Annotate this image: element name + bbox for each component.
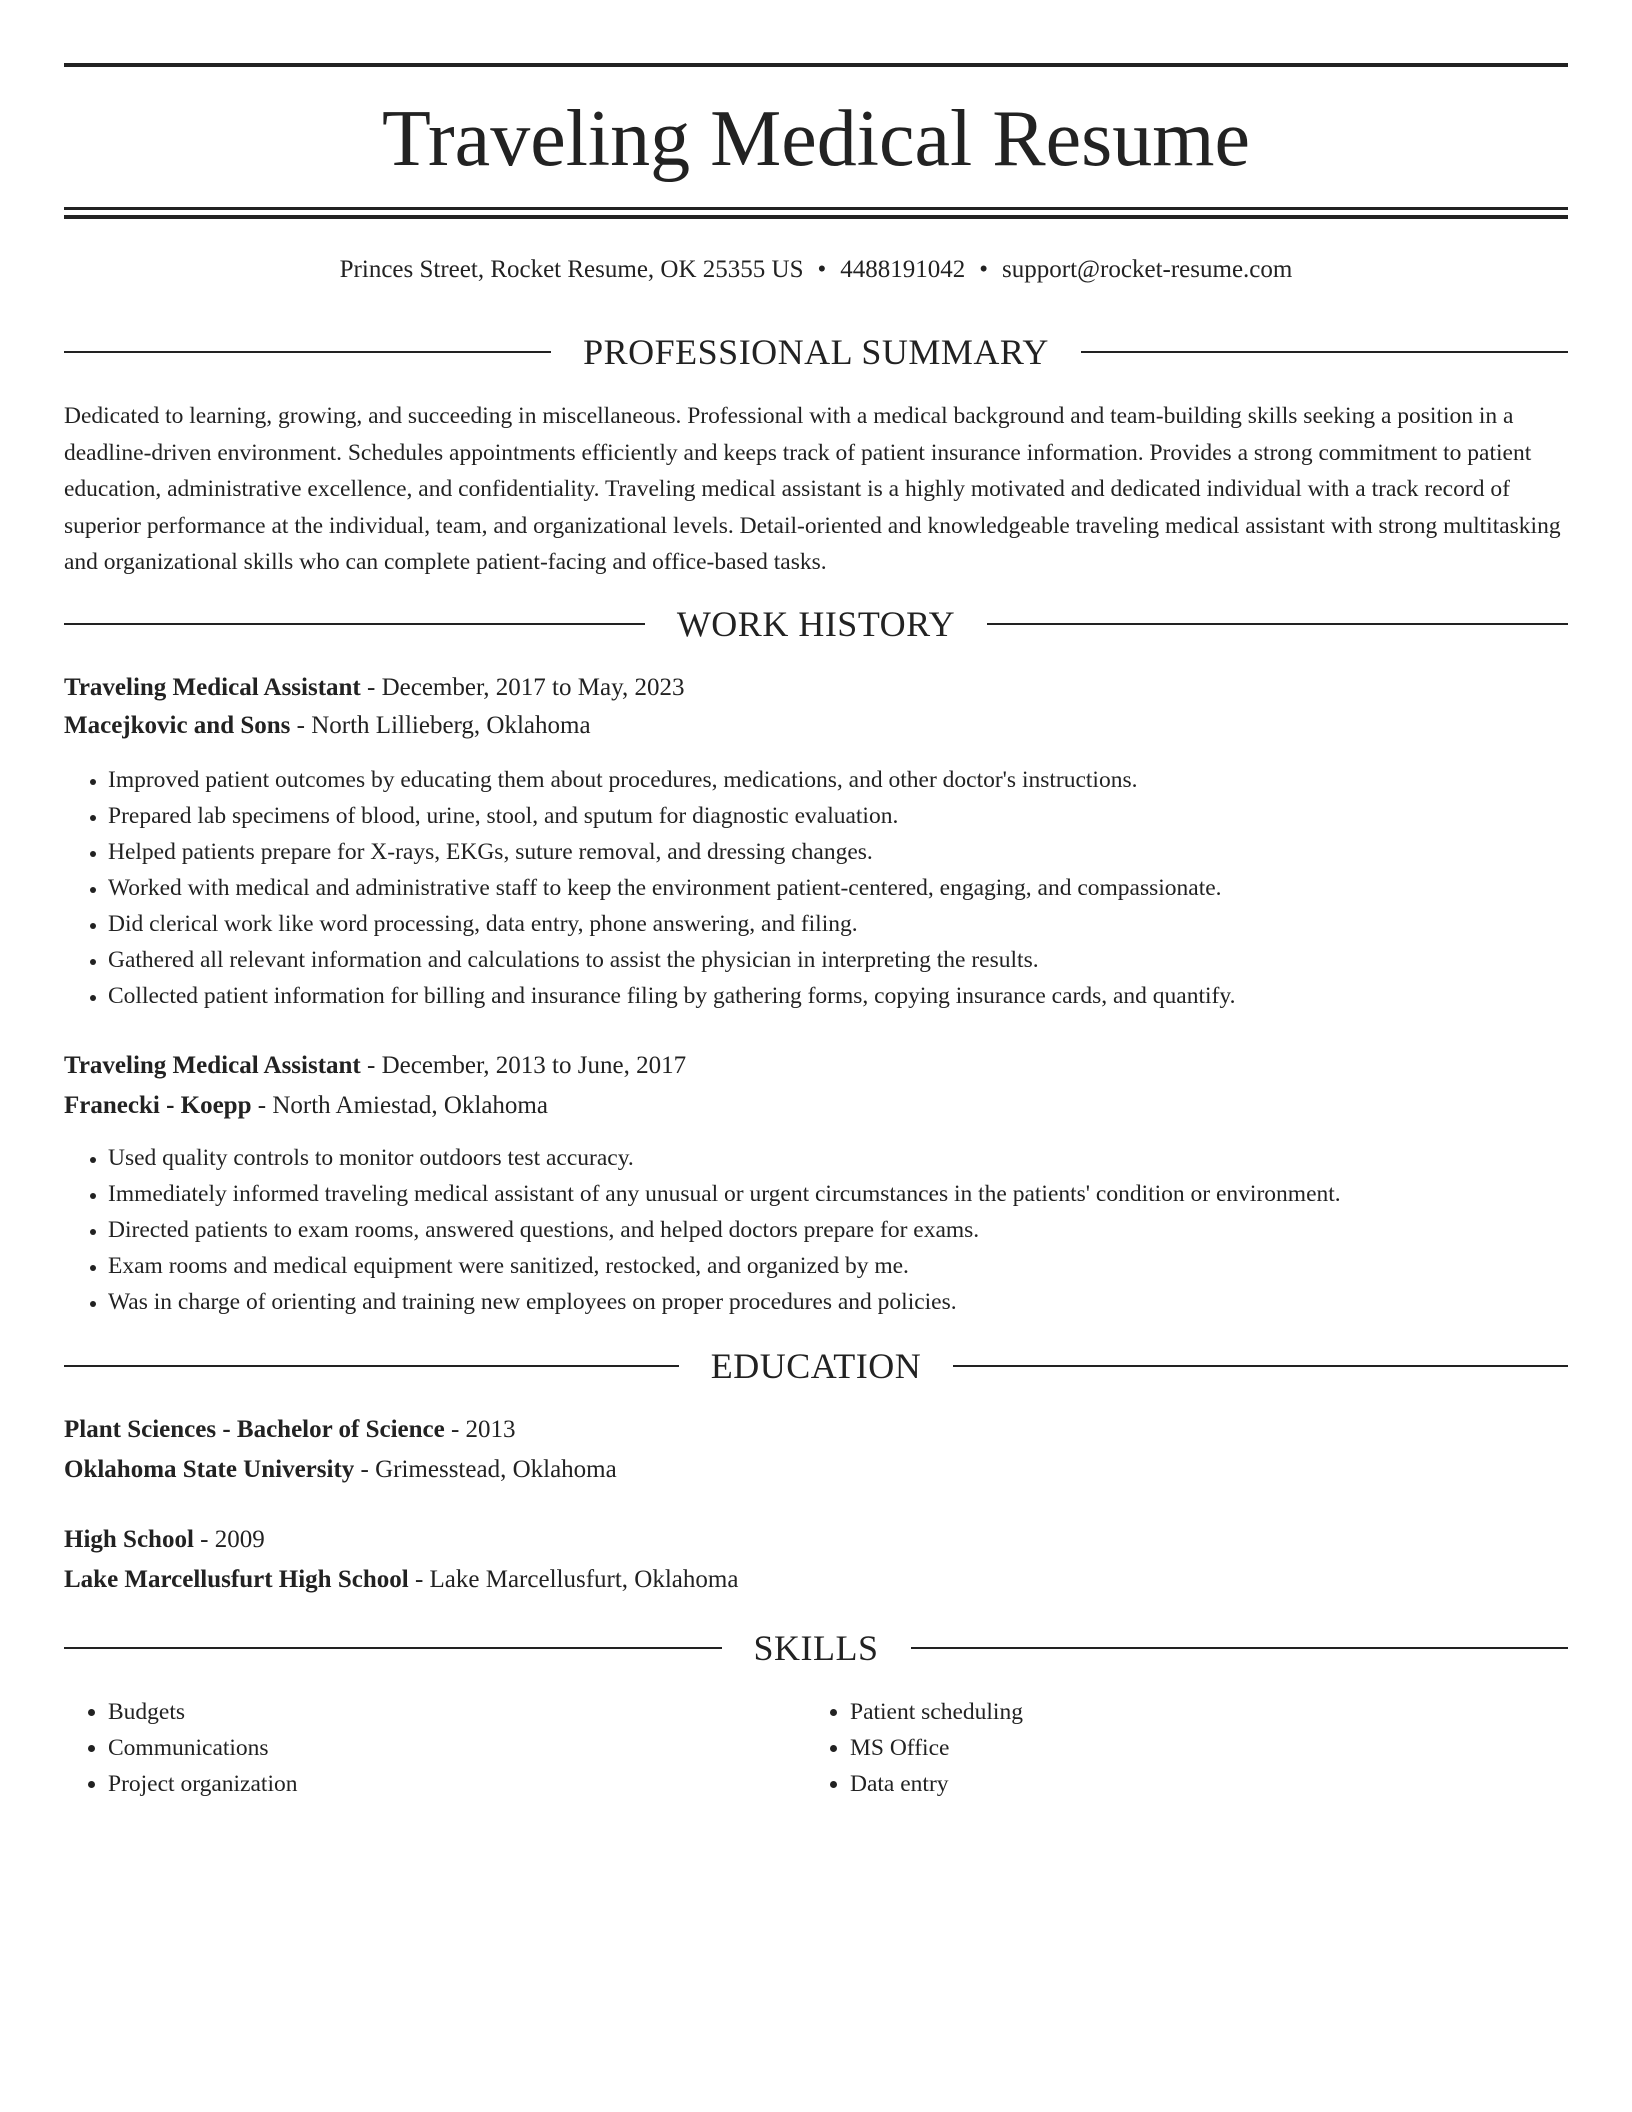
education-degree: Plant Sciences - Bachelor of Science — [64, 1416, 445, 1443]
skill-item: • Patient scheduling — [850, 1694, 1023, 1730]
job-title-line — [64, 670, 1568, 706]
heading-rule — [953, 1365, 1568, 1367]
list-item: • Prepared lab specimens of blood, urine, stool, and sputum for diagnostic evaluation. — [108, 798, 1568, 834]
education-section-heading — [64, 1342, 1568, 1390]
heading-rule — [64, 1647, 722, 1649]
top-rule — [64, 63, 1568, 67]
job-role: Traveling Medical Assistant — [64, 674, 361, 701]
job-company: Macejkovic and Sons — [64, 712, 291, 739]
list-item: • Worked with medical and administrative staff to keep the environment patient-centered, engaging, and compassionate. — [108, 870, 1568, 906]
list-item: • Did clerical work like word processing, data entry, phone answering, and filing. — [108, 906, 1568, 942]
heading-label: SKILLS — [753, 1628, 879, 1668]
contact-separator: • — [979, 256, 989, 283]
title-rule-upper — [64, 207, 1568, 210]
list-item: • Improved patient outcomes by educating them about procedures, medications, and other doctor's instructions. — [108, 762, 1568, 798]
skill-item: • Project organization — [108, 1766, 297, 1802]
list-item: • Collected patient information for billing and insurance filing by gathering forms, copying insurance cards, and quantify. — [108, 978, 1568, 1014]
skill-item: • Data entry — [850, 1766, 1023, 1802]
education-year: - 2013 — [444, 1416, 516, 1443]
skills-list-left — [64, 1694, 297, 1802]
education-school: Lake Marcellusfurt High School — [64, 1566, 409, 1593]
education-school-line — [64, 1452, 1568, 1488]
job-company-line — [64, 708, 1568, 744]
job-location: - North Lillieberg, Oklahoma — [290, 712, 591, 739]
heading-rule — [911, 1647, 1569, 1649]
heading-label: EDUCATION — [710, 1346, 922, 1386]
contact-line — [64, 252, 1568, 288]
job-dates: - December, 2017 to May, 2023 — [360, 674, 685, 701]
education-degree-line — [64, 1522, 1568, 1558]
heading-label: WORK HISTORY — [676, 604, 956, 644]
summary-section-heading — [64, 328, 1568, 376]
list-item: • Gathered all relevant information and calculations to assist the physician in interpreting the results. — [108, 942, 1568, 978]
job-title-line — [64, 1048, 1568, 1084]
heading-rule — [987, 623, 1568, 625]
job-location: - North Amiestad, Oklahoma — [251, 1092, 548, 1119]
job-company-line — [64, 1088, 1568, 1124]
list-item: • Was in charge of orienting and training new employees on proper procedures and policies. — [108, 1284, 1568, 1320]
education-degree-line — [64, 1412, 1568, 1448]
list-item: • Directed patients to exam rooms, answered questions, and helped doctors prepare for exams. — [108, 1212, 1568, 1248]
heading-rule — [64, 351, 551, 353]
contact-phone: 4488191042 — [840, 256, 966, 283]
education-school: Oklahoma State University — [64, 1456, 355, 1483]
skill-item: • Budgets — [108, 1694, 297, 1730]
education-location: - Lake Marcellusfurt, Oklahoma — [408, 1566, 739, 1593]
contact-separator: • — [817, 256, 827, 283]
skills-section-heading — [64, 1624, 1568, 1672]
work-section-heading — [64, 600, 1568, 648]
job-bullet-list — [64, 1140, 1568, 1320]
heading-rule — [64, 1365, 679, 1367]
heading-rule — [64, 623, 645, 625]
heading-label: PROFESSIONAL SUMMARY — [583, 332, 1049, 372]
title-rule-lower — [64, 215, 1568, 219]
list-item: • Immediately informed traveling medical assistant of any unusual or urgent circumstances in the patients' condition or environment. — [108, 1176, 1568, 1212]
education-year: - 2009 — [193, 1526, 265, 1553]
list-item: • Exam rooms and medical equipment were sanitized, restocked, and organized by me. — [108, 1248, 1568, 1284]
contact-address: Princes Street, Rocket Resume, OK 25355 US — [339, 256, 804, 283]
summary-text: Dedicated to learning, growing, and succeeding in miscellaneous. Professional with a medical background and team-building skills seeking a position in a deadline-driven environment. Schedules appointments efficiently and keeps track of patient insurance information. Provides a strong commitment to patient education, administrative excellence, and confidentiality. Traveling medical assistant is a highly motivated and dedicated individual with a track record of superior performance at the individual, team, and organizational levels. Detail-oriented and knowledgeable traveling medical assistant with strong multitasking and organizational skills who can complete patient-facing and office-based tasks. — [64, 403, 1561, 575]
job-company: Franecki - Koepp — [64, 1092, 252, 1119]
skills-list-right — [806, 1694, 1023, 1802]
education-degree: High School — [64, 1526, 194, 1553]
job-bullet-list — [64, 762, 1568, 1014]
education-school-line — [64, 1562, 1568, 1598]
contact-email: support@rocket-resume.com — [1002, 256, 1293, 283]
list-item: • Helped patients prepare for X-rays, EKGs, suture removal, and dressing changes. — [108, 834, 1568, 870]
job-role: Traveling Medical Assistant — [64, 1052, 361, 1079]
list-item: • Used quality controls to monitor outdoors test accuracy. — [108, 1140, 1568, 1176]
skill-item: • MS Office — [850, 1730, 1023, 1766]
skill-item: • Communications — [108, 1730, 297, 1766]
education-location: - Grimesstead, Oklahoma — [354, 1456, 617, 1483]
heading-rule — [1081, 351, 1568, 353]
resume-title: Traveling Medical Resume — [381, 95, 1250, 183]
job-dates: - December, 2013 to June, 2017 — [360, 1052, 687, 1079]
